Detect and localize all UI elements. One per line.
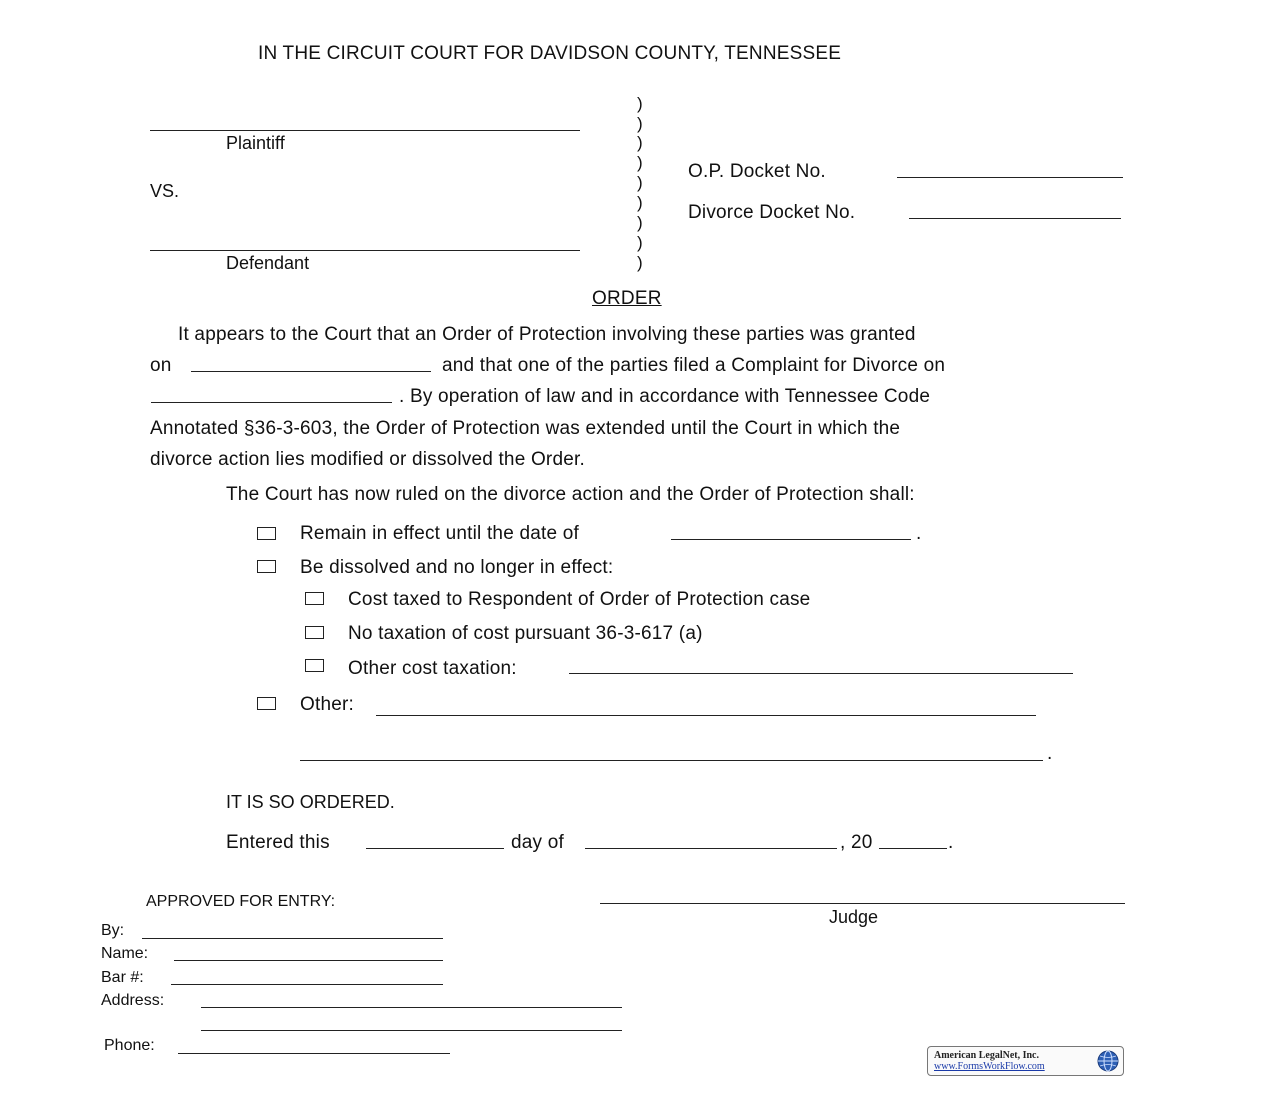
order-text-line-3: . By operation of law and in accordance with Tennessee Code (399, 386, 931, 407)
approved-for-entry-title: APPROVED FOR ENTRY: (146, 893, 336, 910)
plaintiff-line[interactable] (150, 130, 580, 131)
entered-this-label: Entered this (226, 832, 330, 853)
phone-label: Phone: (104, 1037, 155, 1054)
remain-period: . (916, 523, 922, 544)
name-field[interactable] (174, 960, 443, 961)
caption-paren: ) (637, 173, 643, 192)
judge-signature-line[interactable] (600, 903, 1125, 904)
divorce-docket-label: Divorce Docket No. (688, 202, 856, 223)
logo-company-name: American LegalNet, Inc. (934, 1050, 1039, 1061)
remain-in-effect-label: Remain in effect until the date of (300, 523, 579, 544)
phone-field[interactable] (178, 1053, 450, 1054)
address-field-line-1[interactable] (201, 1007, 622, 1008)
caption-paren: ) (637, 94, 643, 113)
defendant-label: Defendant (226, 253, 310, 273)
by-field[interactable] (142, 938, 443, 939)
order-text-line-2: and that one of the parties filed a Complaint for Divorce on (442, 355, 946, 376)
other-field-line-2[interactable] (300, 760, 1043, 761)
vs-label: VS. (150, 181, 180, 201)
divorce-filed-date-field[interactable] (151, 402, 392, 403)
caption-paren: ) (637, 114, 643, 133)
order-title: ORDER (592, 288, 662, 309)
order-text-line-1: It appears to the Court that an Order of Protection involving these parties was granted (178, 324, 916, 345)
court-ruling-text: The Court has now ruled on the divorce action and the Order of Protection shall: (226, 484, 915, 505)
cost-respondent-label: Cost taxed to Respondent of Order of Protection case (348, 589, 811, 610)
order-granted-date-field[interactable] (191, 371, 431, 372)
cost-respondent-checkbox[interactable] (305, 592, 324, 605)
american-legalnet-logo[interactable] (927, 1046, 1124, 1076)
no-taxation-label: No taxation of cost pursuant 36-3-617 (a) (348, 623, 703, 644)
dissolved-checkbox[interactable] (257, 560, 276, 573)
caption-paren: ) (637, 213, 643, 232)
by-label: By: (101, 922, 125, 939)
dissolved-label: Be dissolved and no longer in effect: (300, 557, 614, 578)
order-text-line-4: Annotated §36-3-603, the Order of Protection was extended until the Court in which the (150, 418, 901, 439)
other-period: . (1047, 743, 1053, 764)
other-checkbox[interactable] (257, 697, 276, 710)
divorce-docket-field[interactable] (909, 218, 1121, 219)
other-cost-field[interactable] (569, 673, 1073, 674)
other-label: Other: (300, 694, 354, 715)
remain-until-date-field[interactable] (671, 539, 911, 540)
name-label: Name: (101, 945, 149, 962)
entered-year-field[interactable] (879, 848, 947, 849)
day-of-label: day of (511, 832, 564, 853)
judge-label: Judge (829, 907, 879, 927)
op-docket-label: O.P. Docket No. (688, 161, 826, 182)
defendant-line[interactable] (150, 250, 580, 251)
entered-day-field[interactable] (366, 848, 504, 849)
caption-paren: ) (637, 253, 643, 272)
bar-number-field[interactable] (171, 984, 443, 985)
order-text-on: on (150, 355, 172, 376)
caption-paren: ) (637, 233, 643, 252)
other-cost-label: Other cost taxation: (348, 658, 517, 679)
entered-period: . (948, 832, 954, 853)
year-prefix: , 20 (840, 832, 873, 853)
globe-icon (1096, 1049, 1120, 1073)
logo-url-link[interactable]: www.FormsWorkFlow.com (934, 1061, 1045, 1072)
entered-month-field[interactable] (585, 848, 837, 849)
plaintiff-label: Plaintiff (226, 133, 285, 153)
so-ordered-text: IT IS SO ORDERED. (226, 792, 395, 812)
caption-paren: ) (637, 133, 643, 152)
address-label: Address: (101, 992, 165, 1009)
remain-in-effect-checkbox[interactable] (257, 527, 276, 540)
order-text-line-5: divorce action lies modified or dissolved the Order. (150, 449, 585, 470)
other-field-line-1[interactable] (376, 715, 1036, 716)
op-docket-field[interactable] (897, 177, 1123, 178)
address-field-line-2[interactable] (201, 1030, 622, 1031)
other-cost-checkbox[interactable] (305, 659, 324, 672)
caption-paren: ) (637, 153, 643, 172)
no-taxation-checkbox[interactable] (305, 626, 324, 639)
bar-number-label: Bar #: (101, 969, 144, 986)
court-heading: IN THE CIRCUIT COURT FOR DAVIDSON COUNTY, TENNESSEE (258, 43, 842, 64)
caption-paren: ) (637, 193, 643, 212)
